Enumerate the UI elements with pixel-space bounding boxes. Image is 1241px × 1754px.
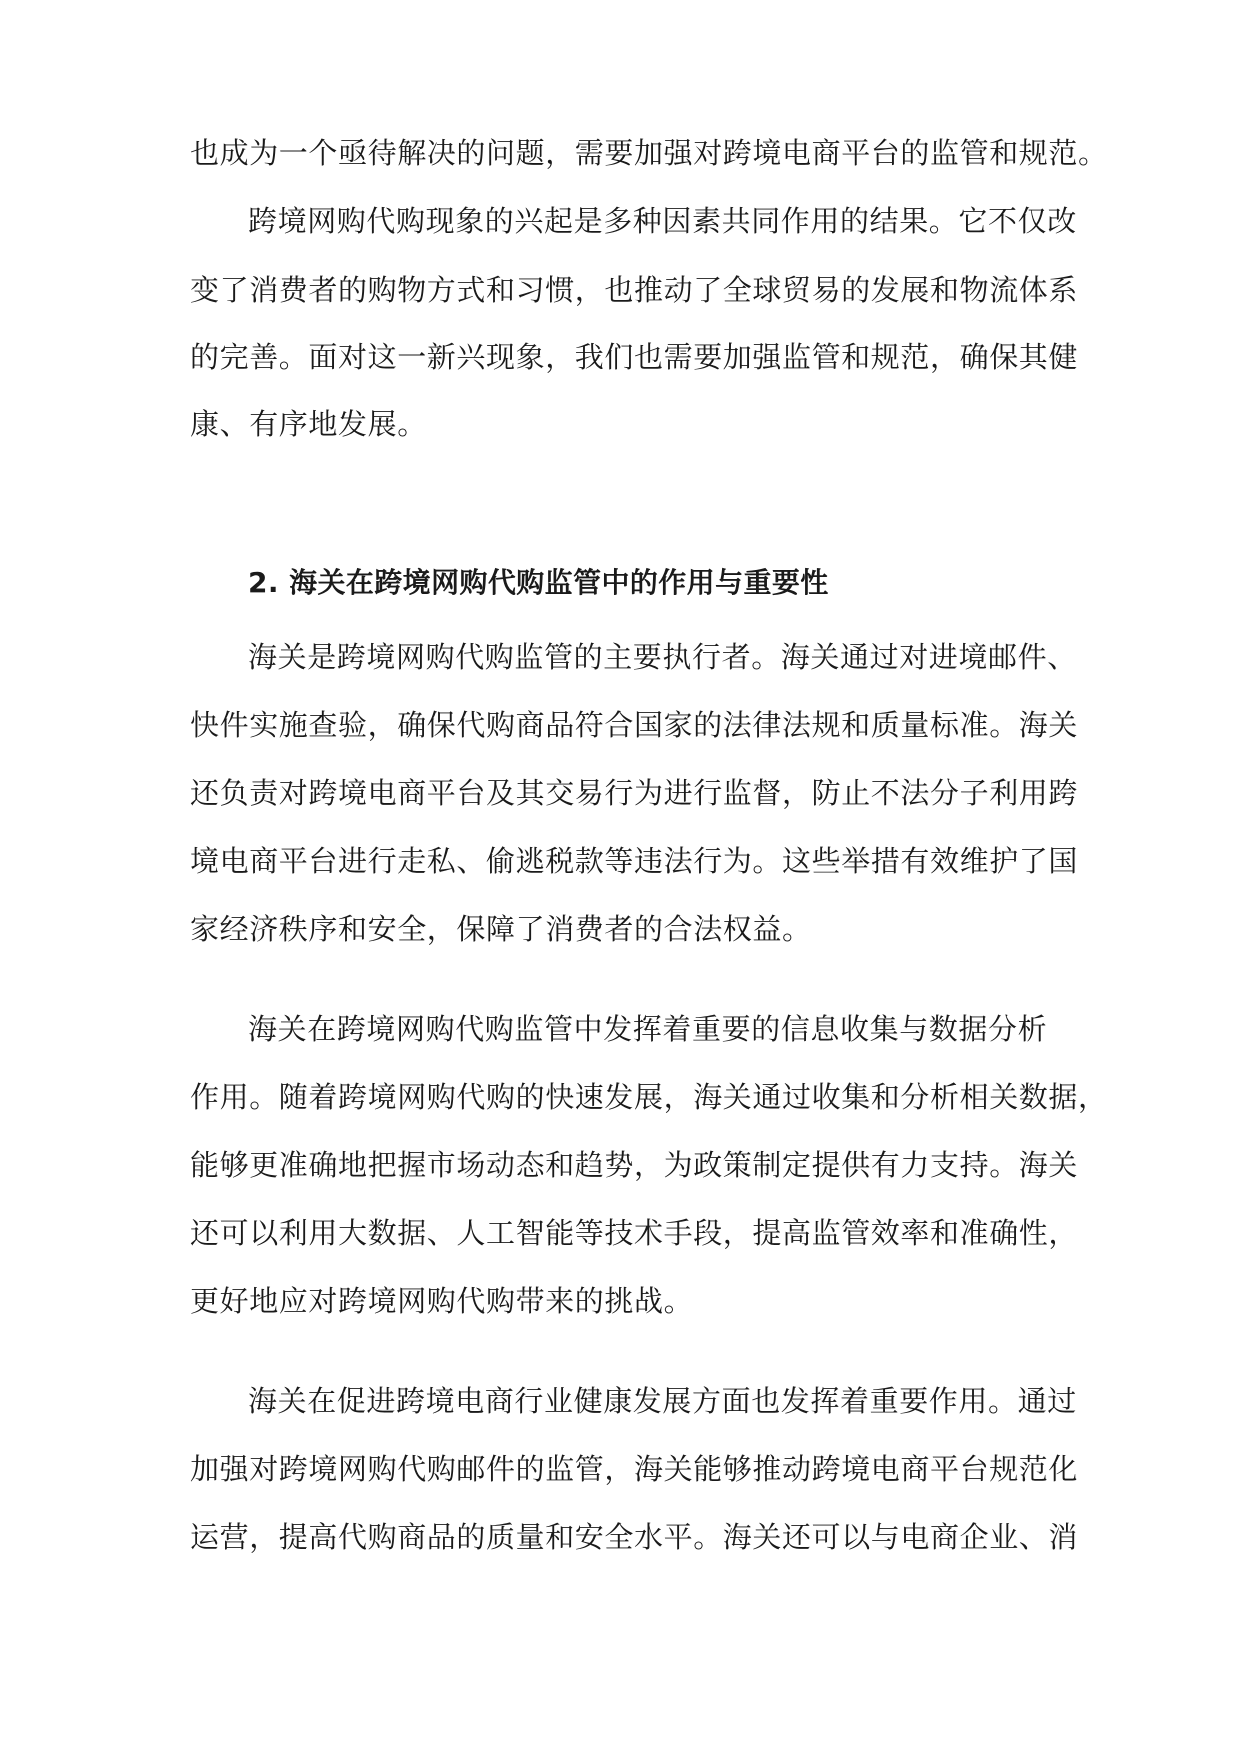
paragraph-line: 加强对跨境网购代购邮件的监管，海关能够推动跨境电商平台规范化 <box>190 1452 1079 1486</box>
paragraph-line: 还负责对跨境电商平台及其交易行为进行监督，防止不法分子利用跨 <box>190 776 1079 810</box>
paragraph-line: 海关在跨境网购代购监管中发挥着重要的信息收集与数据分析 <box>248 1012 1048 1046</box>
paragraph-line: 海关在促进跨境电商行业健康发展方面也发挥着重要作用。通过 <box>248 1384 1077 1418</box>
paragraph-line: 海关是跨境网购代购监管的主要执行者。海关通过对进境邮件、 <box>248 640 1077 674</box>
paragraph-line: 更好地应对跨境网购代购带来的挑战。 <box>190 1284 694 1318</box>
paragraph-line: 快件实施查验，确保代购商品符合国家的法律法规和质量标准。海关 <box>190 708 1079 742</box>
paragraph-line: 家经济秩序和安全，保障了消费者的合法权益。 <box>190 912 812 946</box>
paragraph-line: 还可以利用大数据、人工智能等技术手段，提高监管效率和准确性， <box>190 1216 1079 1250</box>
paragraph-line: 运营，提高代购商品的质量和安全水平。海关还可以与电商企业、消 <box>190 1520 1079 1554</box>
paragraph-line: 的完善。面对这一新兴现象，我们也需要加强监管和规范，确保其健 <box>190 340 1079 374</box>
paragraph-line: 也成为一个亟待解决的问题，需要加强对跨境电商平台的监管和规范。 <box>190 136 1108 170</box>
paragraph-line: 变了消费者的购物方式和习惯，也推动了全球贸易的发展和物流体系 <box>190 273 1079 307</box>
paragraph-line: 境电商平台进行走私、偷逃税款等违法行为。这些举措有效维护了国 <box>190 844 1079 878</box>
paragraph-line: 作用。随着跨境网购代购的快速发展，海关通过收集和分析相关数据， <box>190 1080 1108 1114</box>
paragraph-line: 康、有序地发展。 <box>190 407 427 441</box>
paragraph-line: 能够更准确地把握市场动态和趋势，为政策制定提供有力支持。海关 <box>190 1148 1079 1182</box>
paragraph-line: 跨境网购代购现象的兴起是多种因素共同作用的结果。它不仅改 <box>248 204 1077 238</box>
section-heading: 2. 海关在跨境网购代购监管中的作用与重要性 <box>248 566 829 599</box>
